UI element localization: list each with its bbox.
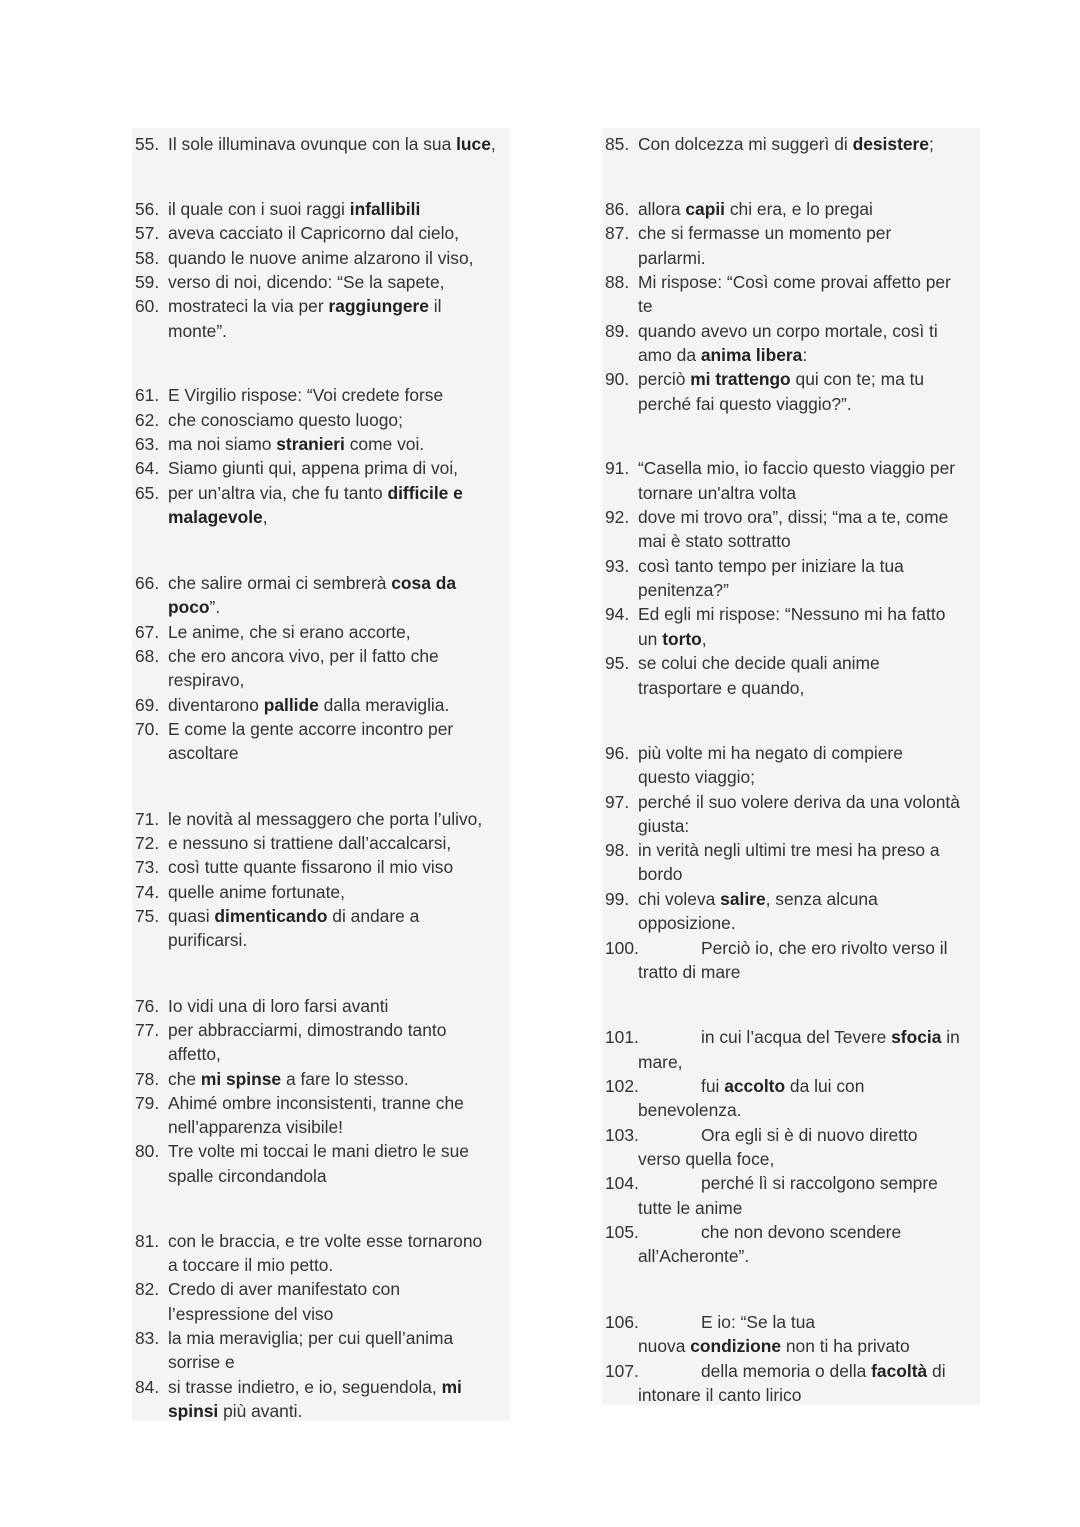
bold-keyword: pallide — [263, 695, 319, 715]
text-segment: tornare un'altra volta — [638, 483, 796, 503]
verse-text — [638, 221, 891, 245]
text-segment: allora — [638, 199, 686, 219]
text-segment: con le braccia, e tre volte esse tornarono — [168, 1231, 483, 1251]
text-segment: che non devono scendere — [701, 1222, 902, 1242]
verse-number: 68. — [135, 646, 160, 666]
text-segment: affetto, — [168, 1044, 221, 1064]
verse-text — [168, 294, 442, 318]
text-segment: Io vidi una di loro farsi avanti — [168, 996, 389, 1016]
text-segment: Perciò io, che ero rivolto verso il — [701, 938, 948, 958]
verse-text — [168, 620, 411, 644]
text-segment: così tanto tempo per iniziare la tua — [638, 556, 904, 576]
verse-text — [638, 343, 807, 367]
text-segment: un — [638, 629, 663, 649]
verse-number: 79. — [135, 1093, 160, 1113]
verse-text — [638, 554, 904, 578]
text-segment: in cui l’acqua del Tevere — [701, 1027, 892, 1047]
verse-text — [638, 578, 729, 602]
verse-text — [168, 408, 403, 432]
text-segment: Il sole illuminava ovunque con la sua — [168, 134, 457, 154]
verse-text — [638, 132, 934, 156]
verse-number: 97. — [605, 792, 630, 812]
text-segment: monte”. — [168, 321, 227, 341]
text-segment: respiravo, — [168, 670, 245, 690]
text-segment: “Casella mio, io faccio questo viaggio per — [638, 458, 956, 478]
text-segment: a toccare il mio petto. — [168, 1255, 334, 1275]
bold-keyword: desistere — [852, 134, 929, 154]
bold-keyword: cosa da — [391, 573, 457, 593]
verse-text — [638, 790, 960, 814]
verse-text — [701, 936, 947, 960]
text-segment: tutte le anime — [638, 1198, 743, 1218]
verse-number: 58. — [135, 248, 160, 268]
verse-number: 61. — [135, 385, 160, 405]
verse-text — [168, 481, 463, 505]
text-segment: dalla meraviglia. — [318, 695, 450, 715]
verse-text — [638, 814, 689, 838]
verse-number: 74. — [135, 882, 160, 902]
verse-text — [638, 627, 707, 651]
text-segment: in — [941, 1027, 960, 1047]
verse-number: 59. — [135, 272, 160, 292]
text-segment: della memoria o della — [701, 1361, 872, 1381]
verse-text — [168, 505, 268, 529]
text-segment: il — [428, 296, 442, 316]
text-segment: sorrise e — [168, 1352, 235, 1372]
verse-text — [701, 1025, 960, 1049]
verse-text — [168, 855, 453, 879]
verse-text — [168, 246, 474, 270]
text-segment: trasportare e quando, — [638, 678, 805, 698]
verse-text — [638, 1050, 682, 1074]
text-segment: ascoltare — [168, 743, 239, 763]
verse-text — [168, 1042, 221, 1066]
bold-keyword: malagevole — [168, 507, 263, 527]
verse-number: 73. — [135, 857, 160, 877]
text-segment: , — [490, 134, 496, 154]
verse-text — [168, 904, 419, 928]
verse-number: 69. — [135, 695, 160, 715]
text-segment: mostrateci la via per — [168, 296, 329, 316]
verse-number: 81. — [135, 1231, 160, 1251]
verse-text — [168, 1375, 462, 1399]
verse-text — [638, 862, 682, 886]
bold-keyword: capii — [685, 199, 726, 219]
verse-text — [638, 651, 880, 675]
bold-keyword: mi trattengo — [690, 369, 791, 389]
bold-keyword: condizione — [690, 1336, 782, 1356]
text-segment: il quale con i suoi raggi — [168, 199, 350, 219]
text-segment: più avanti. — [218, 1401, 303, 1421]
text-segment: perché il suo volere deriva da una volontà — [638, 792, 960, 812]
verse-number: 56. — [135, 199, 160, 219]
text-segment: si trasse indietro, e io, seguendola, — [168, 1377, 442, 1397]
text-segment: a fare lo stesso. — [281, 1069, 409, 1089]
verse-text — [168, 1229, 482, 1253]
text-segment: così tutte quante fissarono il mio viso — [168, 857, 454, 877]
left-column — [132, 128, 510, 1421]
bold-keyword: luce — [456, 134, 491, 154]
text-segment: Ora egli si è di nuovo diretto — [701, 1125, 918, 1145]
text-segment: di — [927, 1361, 946, 1381]
verse-text — [701, 1123, 918, 1147]
verse-number: 76. — [135, 996, 160, 1016]
text-segment: in verità negli ultimi tre mesi ha preso a — [638, 840, 940, 860]
verse-text — [638, 1196, 742, 1220]
bold-keyword: dimenticando — [214, 906, 328, 926]
text-segment: da lui con — [785, 1076, 865, 1096]
text-segment: fui — [701, 1076, 725, 1096]
text-segment: Mi rispose: “Così come provai affetto per — [638, 272, 951, 292]
bold-keyword: infallibili — [349, 199, 421, 219]
text-segment: tratto di mare — [638, 962, 741, 982]
text-segment: e nessuno si trattiene dall’accalcarsi, — [168, 833, 452, 853]
verse-number: 105. — [605, 1222, 639, 1242]
verse-text — [638, 1383, 801, 1407]
bold-keyword: mi — [441, 1377, 462, 1397]
text-segment: quando avevo un corpo mortale, così ti — [638, 321, 938, 341]
text-segment: diventarono — [168, 695, 264, 715]
text-segment: giusta: — [638, 816, 690, 836]
text-segment: quando le nuove anime alzarono il viso, — [168, 248, 474, 268]
verse-text — [168, 595, 220, 619]
verse-text — [168, 1277, 400, 1301]
verse-text — [638, 1098, 741, 1122]
text-segment: perciò — [638, 369, 691, 389]
bold-keyword: poco — [168, 597, 210, 617]
text-segment: di andare a — [327, 906, 420, 926]
bold-keyword: anima libera — [700, 345, 803, 365]
verse-number: 101. — [605, 1027, 639, 1047]
bold-keyword: torto — [662, 629, 702, 649]
verse-text — [168, 571, 456, 595]
verse-text — [168, 1091, 464, 1115]
bold-keyword: accolto — [724, 1076, 786, 1096]
text-segment: E io: “Se la tua — [701, 1312, 816, 1332]
verse-text — [168, 221, 459, 245]
verse-text — [168, 644, 439, 668]
verse-text — [638, 1334, 910, 1358]
verse-number: 62. — [135, 410, 160, 430]
verse-number: 86. — [605, 199, 630, 219]
text-segment: quelle anime fortunate, — [168, 882, 345, 902]
verse-number: 83. — [135, 1328, 160, 1348]
verse-text — [638, 529, 791, 553]
verse-number: 89. — [605, 321, 630, 341]
verse-number: 85. — [605, 134, 630, 154]
text-segment: la mia meraviglia; per cui quell’anima — [168, 1328, 454, 1348]
verse-text — [168, 456, 458, 480]
text-segment: spalle circondandola — [168, 1166, 327, 1186]
verse-number: 87. — [605, 223, 630, 243]
bold-keyword: salire — [720, 889, 766, 909]
verse-number: 63. — [135, 434, 160, 454]
text-segment: mai è stato sottratto — [638, 531, 791, 551]
verse-text — [168, 928, 247, 952]
verse-number: 72. — [135, 833, 160, 853]
text-segment: perché fai questo viaggio?”. — [638, 394, 852, 414]
verse-text — [701, 1310, 815, 1334]
verse-text — [638, 246, 706, 270]
bold-keyword: sfocia — [891, 1027, 942, 1047]
verse-text — [168, 383, 443, 407]
text-segment: non ti ha privato — [781, 1336, 910, 1356]
verse-text — [168, 1302, 333, 1326]
verse-text — [638, 765, 755, 789]
text-segment: aveva cacciato il Capricorno dal cielo, — [168, 223, 459, 243]
verse-number: 82. — [135, 1279, 160, 1299]
verse-text — [638, 505, 948, 529]
verse-text — [168, 1399, 302, 1423]
verse-number: 102. — [605, 1076, 639, 1096]
text-segment: benevolenza. — [638, 1100, 742, 1120]
verse-text — [168, 197, 420, 221]
verse-text — [168, 807, 482, 831]
text-segment: per un’altra via, che fu tanto — [168, 483, 388, 503]
text-segment: amo da — [638, 345, 701, 365]
verse-text — [168, 693, 449, 717]
verse-text — [168, 668, 244, 692]
text-segment: che salire ormai ci sembrerà — [168, 573, 392, 593]
text-segment: che — [168, 1069, 201, 1089]
right-column — [602, 128, 980, 1405]
text-segment: Siamo giunti qui, appena prima di voi, — [168, 458, 459, 478]
text-segment: Con dolcezza mi suggerì di — [638, 134, 853, 154]
text-segment: , — [701, 629, 707, 649]
verse-text — [168, 1164, 327, 1188]
verse-text — [638, 741, 903, 765]
bold-keyword: spinsi — [168, 1401, 219, 1421]
verse-number: 96. — [605, 743, 630, 763]
bold-keyword: raggiungere — [328, 296, 429, 316]
verse-number: 75. — [135, 906, 160, 926]
verse-text — [638, 960, 740, 984]
verse-number: 57. — [135, 223, 160, 243]
text-segment: E come la gente accorre incontro per — [168, 719, 454, 739]
text-segment: intonare il canto lirico — [638, 1385, 802, 1405]
text-segment: : — [802, 345, 808, 365]
verse-text — [168, 270, 444, 294]
text-segment: l’espressione del viso — [168, 1304, 334, 1324]
verse-text — [168, 994, 388, 1018]
verse-text — [168, 1115, 343, 1139]
bold-keyword: stranieri — [276, 434, 345, 454]
text-segment: dove mi trovo ora”, dissi; “ma a te, come — [638, 507, 949, 527]
verse-number: 64. — [135, 458, 160, 478]
verse-number: 70. — [135, 719, 160, 739]
text-segment: purificarsi. — [168, 930, 248, 950]
verse-text — [701, 1171, 938, 1195]
text-segment: mare, — [638, 1052, 683, 1072]
text-segment: più volte mi ha negato di compiere — [638, 743, 903, 763]
text-segment: te — [638, 296, 653, 316]
verse-number: 66. — [135, 573, 160, 593]
verse-text — [638, 481, 796, 505]
verse-number: 84. — [135, 1377, 160, 1397]
verse-number: 67. — [135, 622, 160, 642]
verse-text — [701, 1074, 864, 1098]
verse-text — [168, 1018, 446, 1042]
verse-text — [638, 887, 878, 911]
text-segment: ”. — [209, 597, 221, 617]
verse-number: 99. — [605, 889, 630, 909]
verse-text — [638, 1244, 749, 1268]
bold-keyword: facoltà — [871, 1361, 928, 1381]
text-segment: , senza alcuna — [765, 889, 878, 909]
text-segment: qui con te; ma tu — [790, 369, 925, 389]
verse-text — [168, 831, 451, 855]
verse-number: 95. — [605, 653, 630, 673]
verse-number: 91. — [605, 458, 630, 478]
verse-text — [638, 392, 852, 416]
text-segment: Credo di aver manifestato con — [168, 1279, 400, 1299]
text-segment: Ahimé ombre inconsistenti, tranne che — [168, 1093, 464, 1113]
verse-text — [168, 717, 453, 741]
verse-text — [701, 1220, 901, 1244]
text-segment: se colui che decide quali anime — [638, 653, 880, 673]
verse-number: 98. — [605, 840, 630, 860]
text-segment: le novità al messaggero che porta l’ulivo, — [168, 809, 483, 829]
verse-text — [638, 602, 945, 626]
text-segment: , — [262, 507, 268, 527]
verse-number: 77. — [135, 1020, 160, 1040]
verse-text — [168, 1139, 469, 1163]
verse-text — [638, 319, 938, 343]
verse-number: 92. — [605, 507, 630, 527]
verse-text — [638, 270, 951, 294]
verse-text — [168, 1067, 409, 1091]
verse-text — [168, 880, 345, 904]
text-segment: chi era, e lo pregai — [725, 199, 873, 219]
text-segment: questo viaggio; — [638, 767, 755, 787]
verse-number: 93. — [605, 556, 630, 576]
text-segment: ma noi siamo — [168, 434, 277, 454]
verse-number: 71. — [135, 809, 160, 829]
text-segment: nell’apparenza visibile! — [168, 1117, 343, 1137]
verse-number: 65. — [135, 483, 160, 503]
verse-text — [168, 1350, 235, 1374]
text-segment: penitenza?” — [638, 580, 729, 600]
text-segment: Ed egli mi rispose: “Nessuno mi ha fatto — [638, 604, 946, 624]
verse-text — [168, 132, 496, 156]
verse-text — [638, 838, 940, 862]
text-segment: nuova — [638, 1336, 691, 1356]
verse-text — [638, 294, 653, 318]
bold-keyword: difficile e — [387, 483, 463, 503]
verse-text — [638, 197, 873, 221]
verse-number: 88. — [605, 272, 630, 292]
verse-number: 104. — [605, 1173, 639, 1193]
verse-text — [638, 1147, 774, 1171]
text-segment: opposizione. — [638, 913, 736, 933]
text-segment: per abbracciarmi, dimostrando tanto — [168, 1020, 447, 1040]
text-segment: Tre volte mi toccai le mani dietro le sue — [168, 1141, 469, 1161]
text-segment: quasi — [168, 906, 215, 926]
verse-number: 107. — [605, 1361, 639, 1381]
verse-text — [701, 1359, 946, 1383]
verse-number: 94. — [605, 604, 630, 624]
text-segment: perché lì si raccolgono sempre — [701, 1173, 938, 1193]
text-segment: E Virgilio rispose: “Voi credete forse — [168, 385, 444, 405]
verse-number: 55. — [135, 134, 160, 154]
text-segment: parlarmi. — [638, 248, 706, 268]
verse-text — [638, 456, 955, 480]
text-segment: Le anime, che si erano accorte, — [168, 622, 411, 642]
text-segment: bordo — [638, 864, 683, 884]
text-segment: chi voleva — [638, 889, 721, 909]
verse-number: 90. — [605, 369, 630, 389]
verse-number: 60. — [135, 296, 160, 316]
verse-number: 100. — [605, 938, 639, 958]
text-segment: all’Acheronte”. — [638, 1246, 750, 1266]
text-segment: che si fermasse un momento per — [638, 223, 892, 243]
verse-text — [168, 432, 424, 456]
verse-number: 78. — [135, 1069, 160, 1089]
verse-number: 80. — [135, 1141, 160, 1161]
text-segment: che ero ancora vivo, per il fatto che — [168, 646, 439, 666]
text-segment: verso quella foce, — [638, 1149, 775, 1169]
text-segment: come voi. — [344, 434, 425, 454]
verse-text — [168, 1326, 453, 1350]
verse-text — [168, 741, 239, 765]
verse-text — [638, 676, 804, 700]
verse-number: 103. — [605, 1125, 639, 1145]
text-segment: ; — [928, 134, 934, 154]
bold-keyword: mi spinse — [200, 1069, 282, 1089]
verse-text — [168, 1253, 333, 1277]
text-segment: che conosciamo questo luogo; — [168, 410, 403, 430]
verse-text — [638, 367, 924, 391]
text-segment: verso di noi, dicendo: “Se la sapete, — [168, 272, 445, 292]
verse-text — [168, 319, 227, 343]
verse-text — [638, 911, 736, 935]
verse-number: 106. — [605, 1312, 639, 1332]
